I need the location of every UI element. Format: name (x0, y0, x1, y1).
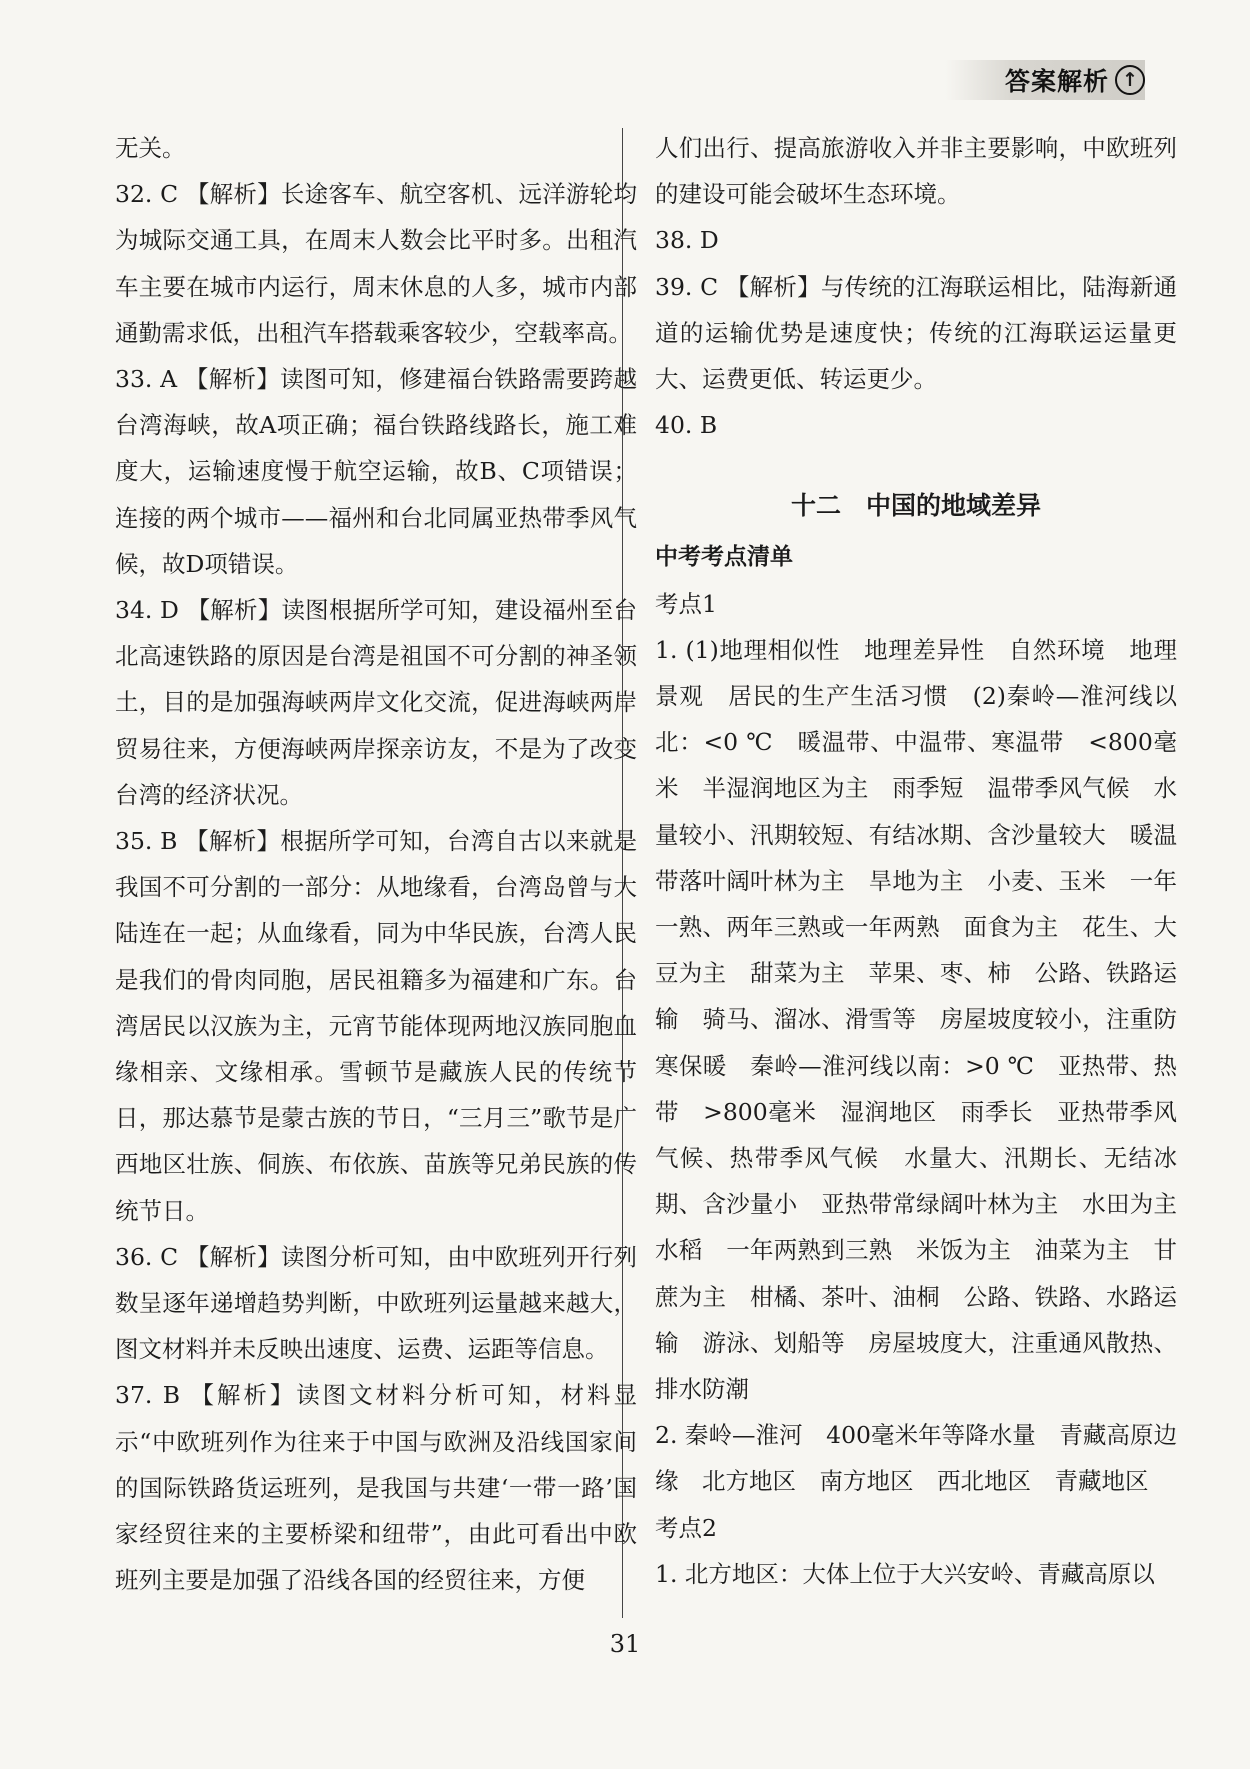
left-column (115, 125, 637, 1604)
kaodian-2-item-1: 1. 北方地区：大体上位于大兴安岭、青藏高原以 (655, 1559, 1155, 1588)
answer-32: 32. C 【解析】长途客车、航空客机、远洋游轮均为城际交通工具，在周末人数会比平时多。出租汽车主要在城市内运行，周末休息的人多，城市内部通勤需求低，出租汽车搭载乘客较少，空载率高。 (115, 180, 637, 347)
answer-36: 36. C 【解析】读图分析可知，由中欧班列开行列数呈逐年递增趋势判断，中欧班列运量越来越大，图文材料并未反映出速度、运费、运距等信息。 (115, 1242, 637, 1364)
answer-paragraph: 无关。 (115, 134, 186, 162)
kaodian-2-label: 考点2 (655, 1513, 717, 1542)
answer-35: 35. B 【解析】根据所学可知，台湾自古以来就是我国不可分割的一部分：从地缘看，台湾岛曾与大陆连在一起；从血缘看，同为中华民族，台湾人民是我们的骨肉同胞，居民祖籍多为福建和广东。台湾居民以汉族为主，元宵节能体现两地汉族同胞血缘相亲、文缘相承。雪顿节是藏族人民的传统节日，那达慕节是蒙古族的节日，“三月三”歌节是广西地区壮族、侗族、布依族、苗族等兄弟民族的传统节日。 (115, 827, 637, 1225)
answer-34: 34. D 【解析】读图根据所学可知，建设福州至台北高速铁路的原因是台湾是祖国不可分割的神圣领土，目的是加强海峡两岸文化交流，促进海峡两岸贸易往来，方便海峡两岸探亲访友，不是为了改变台湾的经济状况。 (115, 596, 637, 809)
answer-37: 37. B 【解析】读图文材料分析可知，材料显示“中欧班列作为往来于中国与欧洲及沿线国家间的国际铁路货运班列，是我国与共建‘一带一路’国家经贸往来的主要桥梁和纽带”，由此可看出中欧班列主要是加强了沿线各国的经贸往来，方便 (115, 1381, 637, 1595)
right-column (655, 125, 1201, 1597)
answer-33: 33. A 【解析】读图可知，修建福台铁路需要跨越台湾海峡，故A项正确；福台铁路线路长，施工难度大，运输速度慢于航空运输，故B、C项错误；连接的两个城市——福州和台北同属亚热带季风气候，故D项错误。 (115, 365, 637, 578)
header-label: 答案解析 (1004, 67, 1109, 96)
kaodian-1-item-1: 1. (1)地理相似性 地理差异性 自然环境 地理景观 居民的生产生活习惯 (2)秦岭—淮河线以北：<0 ℃ 暖温带、中温带、寒温带 <800毫米 半湿润地区为主 雨季短 温带季风气候 水量较小、汛期较短、有结冰期、含沙量较大 暖温带落叶阔叶林为主 旱地为主 小麦、玉米 一年一熟、两年三熟或一年两熟 面食为主 花生、大豆为主 甜菜为主 苹果、枣、柿 公路、铁路运输 骑马、溜冰、滑雪等 房屋坡度较小，注重防寒保暖 秦岭—淮河线以南：>0 ℃ 亚热带、热带 >800毫米 湿润地区 雨季长 亚热带季风气候、热带季风气候 水量大、汛期长、无结冰期、含沙量小 亚热带常绿阔叶林为主 水田为主 水稻 一年两熟到三熟 米饭为主 油菜为主 甘蔗为主 柑橘、茶叶、油桐 公路、铁路、水路运输 游泳、划船等 房屋坡度大，注重通风散热、排水防潮 (655, 635, 1201, 1404)
kaodian-1-label: 考点1 (655, 589, 717, 618)
kaodian-1-item-2: 2. 秦岭—淮河 400毫米年等降水量 青藏高原边缘 北方地区 南方地区 西北地区 青藏地区 (655, 1421, 1177, 1496)
up-arrow-icon: ↑ (1115, 65, 1145, 95)
subsection-title: 中考考点清单 (655, 544, 793, 571)
page-number: 31 (609, 1630, 641, 1658)
answer-39: 39. C 【解析】与传统的江海联运相比，陆海新通道的运输优势是速度快；传统的江海联运运量更大、运费更低、转运更少。 (655, 272, 1177, 394)
answer-40: 40. B (655, 411, 718, 440)
answer-38: 38. D (655, 226, 719, 255)
answer-37-continued: 人们出行、提高旅游收入并非主要影响，中欧班列的建设可能会破坏生态环境。 (655, 134, 1177, 209)
answer-analysis-header (945, 60, 1145, 100)
section-title: 十二 中国的地域差异 (790, 491, 1041, 521)
